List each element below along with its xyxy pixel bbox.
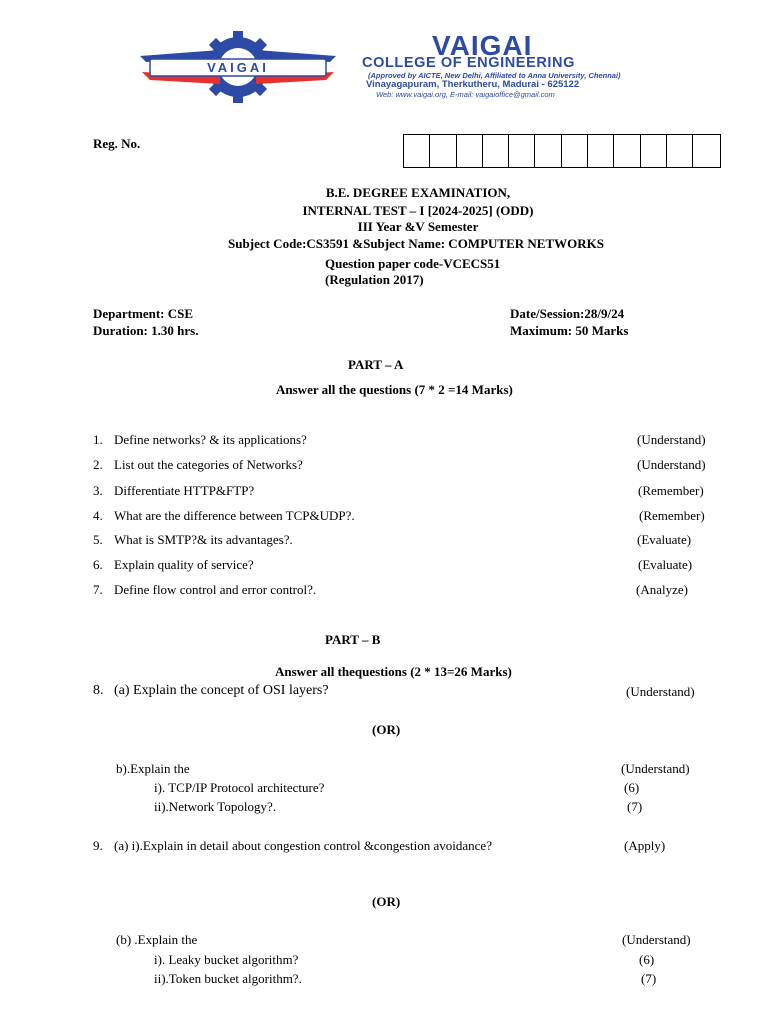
question-number: 3.: [93, 483, 103, 498]
regulation: (Regulation 2017): [325, 272, 424, 287]
part-a-title: PART – A: [348, 357, 404, 372]
question-level: (Analyze): [636, 582, 688, 597]
address-line: Web: www.vaigai.org, E-mail: vaigaioffice@gmail.com: [376, 90, 555, 99]
question-level: (Understand): [622, 932, 691, 947]
reg-no-digit-box[interactable]: [588, 135, 614, 167]
college-subtitle: COLLEGE OF ENGINEERING: [362, 55, 575, 71]
question-level: (Understand): [621, 761, 690, 776]
reg-no-digit-box[interactable]: [430, 135, 456, 167]
question-number: 6.: [93, 557, 103, 572]
reg-no-digit-box[interactable]: [667, 135, 693, 167]
question-level: (Understand): [637, 457, 706, 472]
sub-question-marks: (6): [624, 780, 640, 795]
question-text: What are the difference between TCP&UDP?.: [114, 508, 355, 523]
exam-test: INTERNAL TEST – I [2024-2025] (ODD): [302, 203, 534, 218]
question-number: 8.: [93, 683, 104, 698]
question-number: 9.: [93, 838, 103, 853]
reg-no-label: Reg. No.: [93, 136, 141, 151]
part-a-instruction: Answer all the questions (7 * 2 =14 Marks): [276, 382, 513, 397]
college-logo-emblem: [136, 28, 340, 106]
question-level: (Understand): [626, 684, 695, 699]
exam-year: III Year &V Semester: [357, 219, 479, 234]
question-text: What is SMTP?& its advantages?.: [114, 532, 293, 547]
sub-question-marks: (6): [639, 952, 655, 967]
sub-question: i). Leaky bucket algorithm?: [154, 952, 299, 967]
question-level: (Evaluate): [637, 532, 692, 547]
question-number: 7.: [93, 582, 103, 597]
question-text: (b) .Explain the: [116, 932, 198, 947]
maximum-marks: Maximum: 50 Marks: [510, 323, 629, 338]
department: Department: CSE: [93, 306, 194, 321]
question-text: b).Explain the: [116, 761, 190, 776]
question-number: 1.: [93, 432, 103, 447]
reg-no-digit-box[interactable]: [457, 135, 483, 167]
reg-no-boxes[interactable]: [403, 134, 721, 168]
reg-no-digit-box[interactable]: [693, 135, 719, 167]
question-paper-code: Question paper code-VCECS51: [325, 256, 501, 271]
sub-question-marks: (7): [627, 799, 643, 814]
reg-no-digit-box[interactable]: [509, 135, 535, 167]
question-number: 5.: [93, 532, 103, 547]
college-name: VAIGAI: [432, 30, 533, 61]
sub-question: ii).Network Topology?.: [154, 799, 276, 814]
question-text: (a) i).Explain in detail about congestion control &congestion avoidance?: [114, 838, 492, 853]
question-number: 4.: [93, 508, 103, 523]
part-b-title: PART – B: [325, 632, 381, 647]
question-number: 2.: [93, 457, 103, 472]
question-text: Define flow control and error control?.: [114, 582, 317, 597]
question-level: (Remember): [638, 483, 704, 498]
reg-no-digit-box[interactable]: [641, 135, 667, 167]
sub-question-marks: (7): [641, 971, 657, 986]
question-level: (Apply): [624, 838, 666, 853]
sub-question: i). TCP/IP Protocol architecture?: [154, 780, 325, 795]
exam-title: B.E. DEGREE EXAMINATION,: [325, 185, 511, 200]
reg-no-digit-box[interactable]: [562, 135, 588, 167]
question-text: Define networks? & its applications?: [114, 432, 307, 447]
question-level: (Evaluate): [638, 557, 693, 572]
or-separator: (OR): [372, 894, 401, 909]
address-line: (Approved by AICTE, New Delhi, Affiliated to Anna University, Chennai): [368, 71, 621, 80]
sub-question: ii).Token bucket algorithm?.: [154, 971, 302, 986]
question-level: (Remember): [639, 508, 705, 523]
question-level: (Understand): [637, 432, 706, 447]
reg-no-digit-box[interactable]: [614, 135, 640, 167]
question-text: Differentiate HTTP&FTP?: [114, 483, 255, 498]
question-text: List out the categories of Networks?: [114, 457, 303, 472]
reg-no-digit-box[interactable]: [483, 135, 509, 167]
question-text: Explain quality of service?: [114, 557, 254, 572]
reg-no-digit-box[interactable]: [404, 135, 430, 167]
date-session: Date/Session:28/9/24: [510, 306, 625, 321]
exam-subject: Subject Code:CS3591 &Subject Name: COMPUTER NETWORKS: [228, 236, 604, 251]
question-text: (a) Explain the concept of OSI layers?: [114, 683, 329, 698]
part-b-instruction: Answer all thequestions (2 * 13=26 Marks): [275, 664, 512, 679]
duration: Duration: 1.30 hrs.: [93, 323, 199, 338]
address-line: Vinayagapuram, Therkutheru, Madurai - 625122: [366, 79, 580, 90]
logo-text: VAIGAI: [207, 60, 269, 75]
reg-no-digit-box[interactable]: [535, 135, 561, 167]
or-separator: (OR): [372, 722, 401, 737]
